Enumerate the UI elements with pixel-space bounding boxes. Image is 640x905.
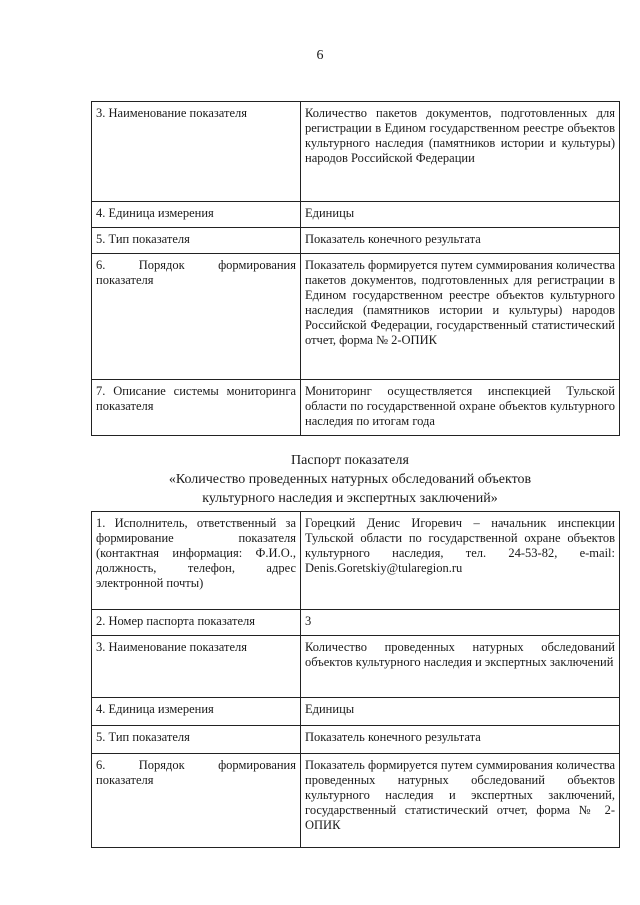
table-row (92, 512, 620, 610)
row-value: Единицы (301, 202, 620, 228)
row-value: Количество пакетов документов, подготовленных для регистрации в Едином государственном реестре объектов культурного наследия (памятников истории и культуры) народов Российской Федерации (301, 102, 620, 202)
table-row (92, 202, 620, 228)
row-label: 5. Тип показателя (92, 726, 301, 754)
passport-heading: Паспорт показателя (291, 453, 409, 468)
row-value: Горецкий Денис Игоревич – начальник инспекции Тульской области по государственной охране объектов культурного наследия, тел. 24-53-82, e-mail: Denis.Goretskiy@tularegion.ru (301, 512, 620, 610)
row-value: Количество проведенных натурных обследований объектов культурного наследия и экспертных заключений (301, 636, 620, 698)
row-label: 6. Порядок формирования показателя (92, 754, 301, 848)
passport-table (91, 511, 620, 848)
row-label: 6. Порядок формирования показателя (92, 254, 301, 380)
passport-subtitle-line: культурного наследия и экспертных заключений» (202, 491, 498, 506)
row-value: Мониторинг осуществляется инспекцией Тульской области по государственной охране объектов культурного наследия по итогам года (301, 380, 620, 436)
row-label: 4. Единица измерения (92, 698, 301, 726)
table-row (92, 380, 620, 436)
row-value: Показатель конечного результата (301, 726, 620, 754)
table-row (92, 754, 620, 848)
row-label: 5. Тип показателя (92, 228, 301, 254)
table-row (92, 228, 620, 254)
row-label: 2. Номер паспорта показателя (92, 610, 301, 636)
row-label: 3. Наименование показателя (92, 636, 301, 698)
table-row (92, 254, 620, 380)
row-value: Показатель формируется путем суммирования количества пакетов документов, подготовленных для регистрации в Едином государственном реестре объектов культурного наследия (памятников истории и культуры) народов Российской Федерации, государственный статистический отчет, форма № 2-ОПИК (301, 254, 620, 380)
row-value: 3 (301, 610, 620, 636)
indicator-table-continued (91, 101, 620, 436)
row-label: 7. Описание системы мониторинга показателя (92, 380, 301, 436)
row-label: 3. Наименование показателя (92, 102, 301, 202)
row-label: 4. Единица измерения (92, 202, 301, 228)
table-row (92, 698, 620, 726)
row-value: Показатель формируется путем суммирования количества проведенных натурных обследований объектов культурного наследия и экспертных заключений, государственный статистический отчет, форма № 2-ОПИК (301, 754, 620, 848)
page-number: 6 (316, 48, 324, 63)
table-row (92, 610, 620, 636)
passport-title (60, 451, 640, 508)
row-value: Единицы (301, 698, 620, 726)
table-row (92, 102, 620, 202)
row-label: 1. Исполнитель, ответственный за формирование показателя (контактная информация: Ф.И.О., должность, телефон, адрес электронной почты) (92, 512, 301, 610)
table-row (92, 636, 620, 698)
row-value: Показатель конечного результата (301, 228, 620, 254)
table-row (92, 726, 620, 754)
passport-subtitle-line: «Количество проведенных натурных обследований объектов (168, 472, 532, 487)
